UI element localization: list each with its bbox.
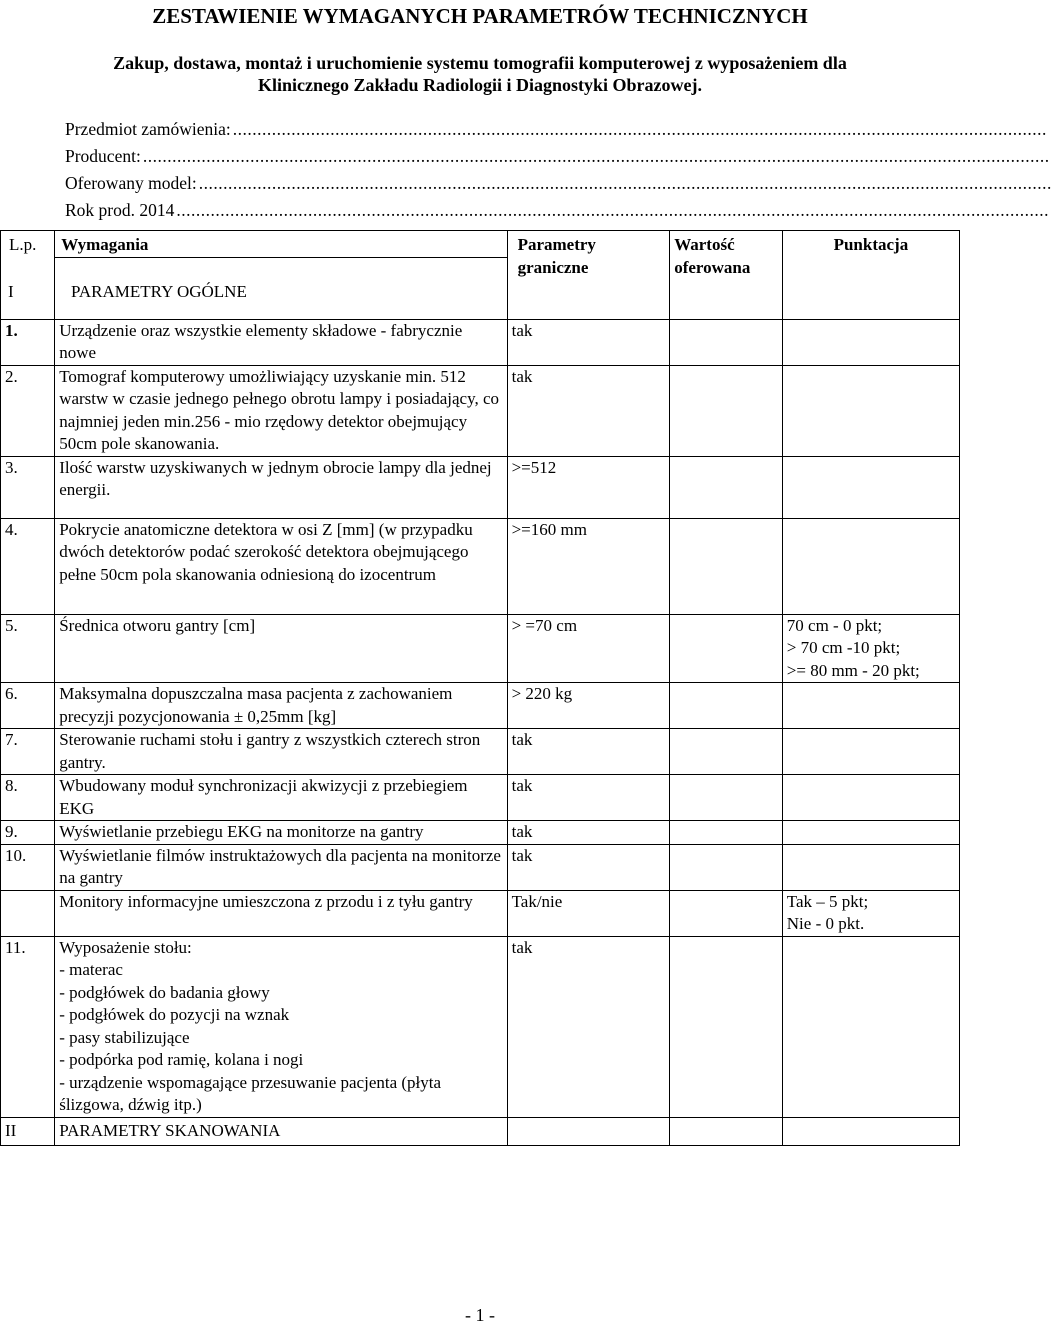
table-row [1, 683, 960, 729]
table-row [1, 890, 960, 936]
row-offered-value[interactable] [670, 365, 783, 456]
row-offered-value[interactable] [670, 775, 783, 821]
header-value-line: oferowana [674, 257, 751, 277]
equipment-intro: Wyposażenie stołu: [59, 937, 192, 957]
equipment-item: - podpórka pod ramię, kolana i nogi [59, 1050, 304, 1069]
row-requirement: Maksymalna dopuszczalna masa pacjenta z zachowaniem precyzji pozycjonowania ± 0,25mm [kg] [55, 683, 507, 729]
row-no: 1. [1, 319, 55, 365]
points-rule: 70 cm - 0 pkt; [786, 615, 883, 635]
header-params-line: Parametry [517, 235, 596, 254]
row-offered-value[interactable] [670, 319, 783, 365]
field-label: Rok prod. 2014 [65, 200, 175, 220]
page-number: - 1 - [465, 1305, 495, 1325]
row-points [782, 775, 959, 821]
table-row [1, 456, 960, 518]
row-offered-value[interactable] [670, 821, 783, 845]
field-year[interactable] [65, 197, 1049, 224]
equipment-item: - podgłówek do badania głowy [59, 982, 270, 1002]
table-row [1, 729, 960, 775]
row-param: Tak/nie [507, 890, 670, 936]
row-points [782, 821, 959, 845]
section-no: I [8, 282, 14, 301]
field-model[interactable] [65, 170, 1052, 197]
row-param: tak [507, 936, 670, 1117]
row-points [782, 319, 959, 365]
points-rule: Nie - 0 pkt. [786, 914, 865, 933]
requirements-table [0, 230, 960, 1146]
row-points [782, 729, 959, 775]
row-param: tak [507, 319, 670, 365]
section-empty [670, 1117, 783, 1146]
table-row [1, 319, 960, 365]
section-row [1, 1117, 960, 1146]
section-no: II [1, 1117, 55, 1146]
section-empty [782, 1117, 959, 1146]
row-offered-value[interactable] [670, 890, 783, 936]
row-points [782, 456, 959, 518]
row-points [782, 844, 959, 890]
points-rule: Tak – 5 pkt; [786, 891, 869, 911]
row-points [782, 518, 959, 614]
row-requirement: Wyświetlanie przebiegu EKG na monitorze na gantry [55, 821, 507, 845]
row-no: 5. [1, 614, 55, 683]
row-offered-value[interactable] [670, 456, 783, 518]
table-row [1, 365, 960, 456]
row-no: 11. [1, 936, 55, 1117]
row-no: 2. [1, 365, 55, 456]
header-requirements: Wymagania [55, 231, 507, 258]
row-no [1, 890, 55, 936]
row-param: >=512 [507, 456, 670, 518]
field-label: Producent: [65, 146, 141, 166]
row-offered-value[interactable] [670, 518, 783, 614]
header-points: Punktacja [782, 231, 959, 320]
equipment-item: - pasy stabilizujące [59, 1027, 190, 1047]
field-subject[interactable] [65, 116, 1047, 143]
field-fill-line[interactable]: ............................................................................................................................................................................... [198, 173, 1052, 193]
row-no: 9. [1, 821, 55, 845]
row-requirement [55, 936, 507, 1117]
row-points [782, 936, 959, 1117]
row-no: 4. [1, 518, 55, 614]
row-points [782, 614, 959, 683]
row-requirement: Średnica otworu gantry [cm] [55, 614, 507, 683]
offer-fields [65, 116, 1052, 224]
row-offered-value[interactable] [670, 729, 783, 775]
section-one [8, 281, 488, 303]
points-rule: >= 80 mm - 20 pkt; [786, 660, 920, 680]
row-no: 8. [1, 775, 55, 821]
row-requirement: Tomograf komputerowy umożliwiający uzyskanie min. 512 warstw w czasie jednego pełnego obrotu lampy i posiadający, co najmniej jeden min.256 - mio rzędowy detektor obejmujący 50cm pole skanowania. [55, 365, 507, 456]
table-row [1, 821, 960, 845]
points-rule: > 70 cm -10 pkt; [786, 638, 901, 657]
field-fill-line[interactable]: ....................................................................................................................................................................... [232, 119, 1047, 139]
row-points [782, 683, 959, 729]
row-offered-value[interactable] [670, 683, 783, 729]
row-points [782, 890, 959, 936]
row-no: 10. [1, 844, 55, 890]
table-row [1, 518, 960, 614]
header-params-line: graniczne [517, 257, 589, 277]
header-value-line: Wartość [674, 235, 735, 254]
document-subtitle [40, 52, 920, 96]
equipment-item: - podgłówek do pozycji na wznak [59, 1005, 290, 1024]
row-offered-value[interactable] [670, 614, 783, 683]
row-param: > =70 cm [507, 614, 670, 683]
row-requirement: Wbudowany moduł synchronizacji akwizycji z przebiegiem EKG [55, 775, 507, 821]
table-row [1, 844, 960, 890]
row-points [782, 365, 959, 456]
row-param: > 220 kg [507, 683, 670, 729]
subtitle-line: Klinicznego Zakładu Radiologii i Diagnostyki Obrazowej. [257, 75, 703, 95]
field-label: Oferowany model: [65, 173, 197, 193]
subtitle-line: Zakup, dostawa, montaż i uruchomienie systemu tomografii komputerowej z wyposażeniem dla [113, 53, 847, 73]
row-no: 3. [1, 456, 55, 518]
row-offered-value[interactable] [670, 844, 783, 890]
field-label: Przedmiot zamówienia: [65, 119, 231, 139]
field-fill-line[interactable]: .......................................................................................................................................................................................... [142, 146, 1050, 166]
row-no: 6. [1, 683, 55, 729]
row-no: 7. [1, 729, 55, 775]
header-no: L.p. [1, 231, 55, 320]
row-param: tak [507, 775, 670, 821]
document-title: ZESTAWIENIE WYMAGANYCH PARAMETRÓW TECHNICZNYCH [152, 4, 808, 28]
row-param: tak [507, 365, 670, 456]
field-producer[interactable] [65, 143, 1050, 170]
row-offered-value[interactable] [670, 936, 783, 1117]
field-fill-line[interactable]: ................................................................................................................................................................................... [176, 200, 1049, 220]
table-header-row [1, 231, 960, 258]
section-label: PARAMETRY OGÓLNE [71, 282, 247, 301]
row-requirement: Monitory informacyjne umieszczona z przodu i z tyłu gantry [55, 890, 507, 936]
row-requirement: Urządzenie oraz wszystkie elementy składowe - fabrycznie nowe [55, 319, 507, 365]
row-requirement: Ilość warstw uzyskiwanych w jednym obrocie lampy dla jednej energii. [55, 456, 507, 518]
table-row [1, 775, 960, 821]
row-param: tak [507, 821, 670, 845]
row-requirement: Wyświetlanie filmów instruktażowych dla pacjenta na monitorze na gantry [55, 844, 507, 890]
table-row [1, 936, 960, 1117]
equipment-item: - urządzenie wspomagające przesuwanie pacjenta (płyta ślizgowa, dźwig itp.) [59, 1072, 442, 1114]
row-requirement: Pokrycie anatomiczne detektora w osi Z [mm] (w przypadku dwóch detektorów podać szerokość detektora obejmującego pełne 50cm pola skanowania odniesioną do izocentrum [55, 518, 507, 614]
row-param: >=160 mm [507, 518, 670, 614]
header-value [670, 231, 783, 320]
row-param: tak [507, 729, 670, 775]
row-requirement: Sterowanie ruchami stołu i gantry z wszystkich czterech stron gantry. [55, 729, 507, 775]
header-params [507, 231, 670, 320]
section-empty [507, 1117, 670, 1146]
equipment-item: - materac [59, 960, 123, 979]
table-row [1, 614, 960, 683]
section-label: PARAMETRY SKANOWANIA [55, 1117, 507, 1146]
row-param: tak [507, 844, 670, 890]
